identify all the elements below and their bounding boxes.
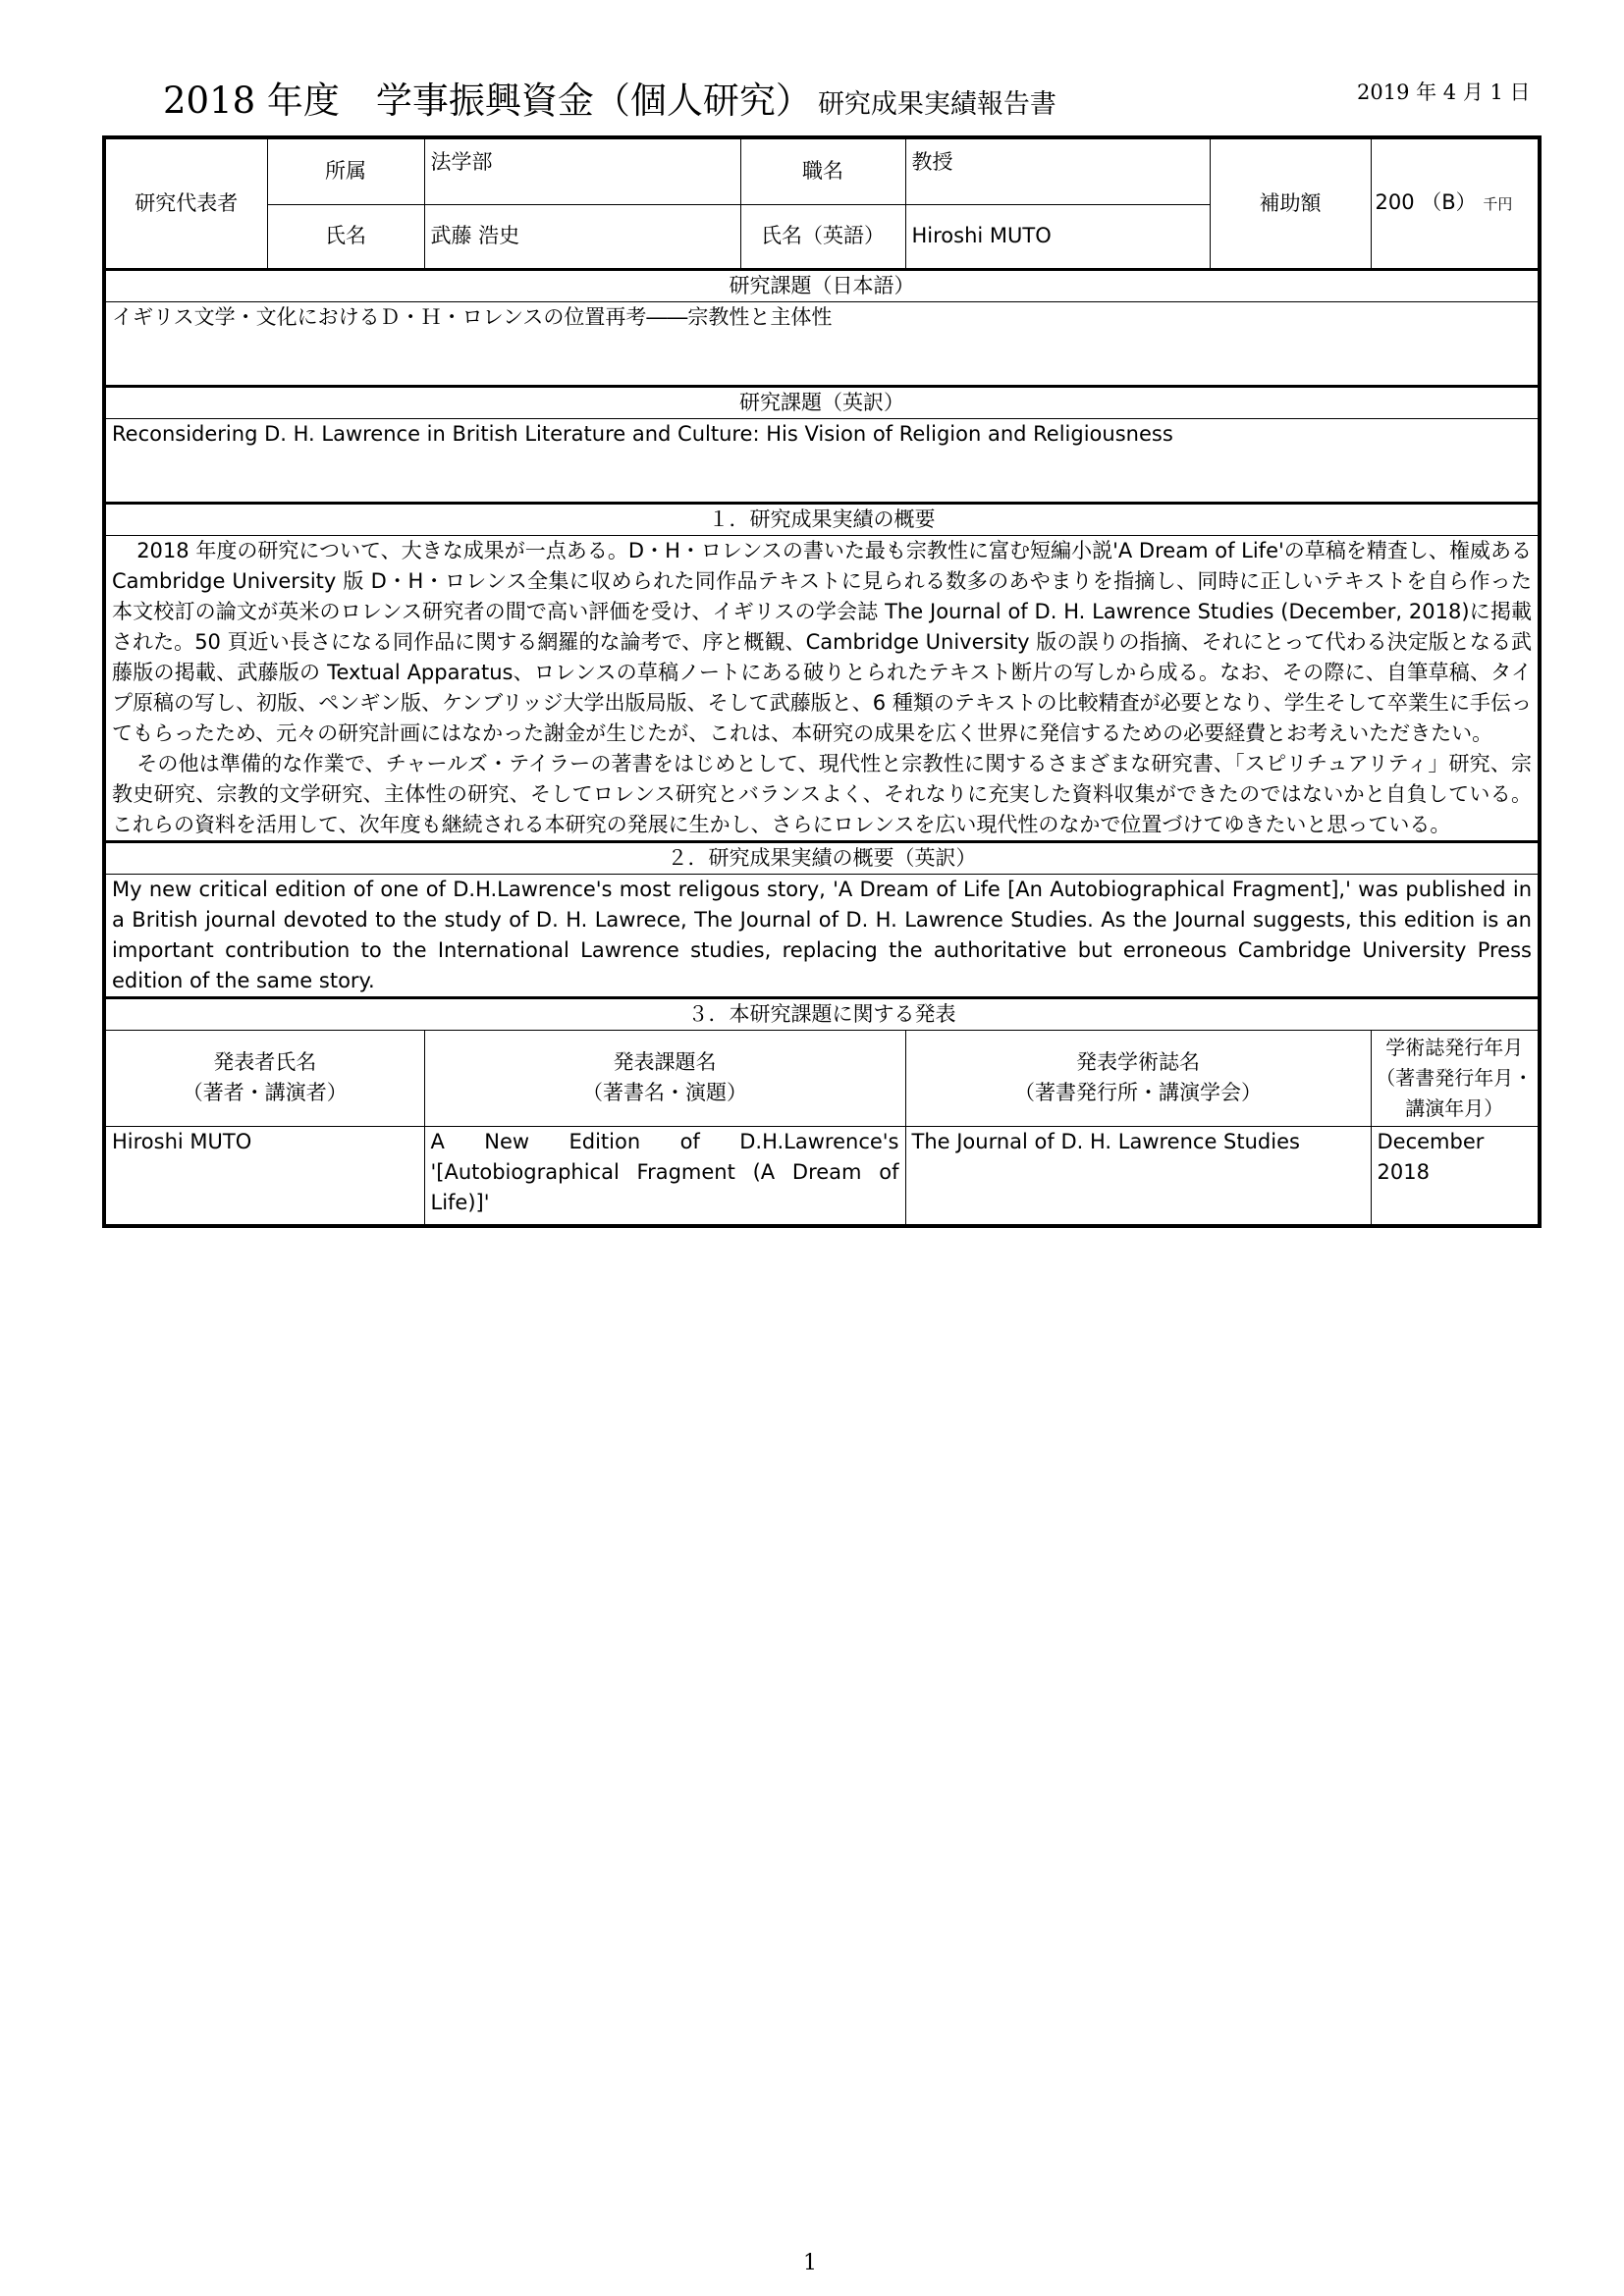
presentations-heading: ３．本研究課題に関する発表 — [104, 997, 1540, 1030]
presentation-title-cell: A New Edition of D.H.Lawrence's '[Autobiographical Fragment (A Dream of Life)]' — [424, 1126, 905, 1226]
column-header-title: 発表課題名 （著書名・演題） — [424, 1030, 905, 1126]
name-en-label: 氏名（英語） — [740, 204, 905, 269]
column-header-journal: 発表学術誌名 （著書発行所・講演学会） — [905, 1030, 1371, 1126]
publication-date-cell: December 2018 — [1371, 1126, 1540, 1226]
affiliation-value: 法学部 — [424, 137, 740, 204]
summary-ja-body — [104, 535, 1540, 841]
summary-ja-heading: １．研究成果実績の概要 — [104, 503, 1540, 535]
report-date: 2019 年 4 月 1 日 — [1357, 80, 1531, 104]
journal-cell: The Journal of D. H. Lawrence Studies — [905, 1126, 1371, 1226]
position-value: 教授 — [905, 137, 1210, 204]
page-number: 1 — [803, 2251, 817, 2275]
column-header-presenter: 発表者氏名 （著者・講演者） — [104, 1030, 424, 1126]
topic-en-heading: 研究課題（英訳） — [104, 386, 1540, 418]
document-title — [163, 80, 1056, 122]
topic-en-text: Reconsidering D. H. Lawrence in British Literature and Culture: His Vision of Religion and Religiousness — [104, 418, 1540, 503]
grant-unit: 千円 — [1483, 194, 1513, 213]
summary-ja-paragraph: 2018 年度の研究について、大きな成果が一点ある。D・H・ロレンスの書いた最も宗教性に富む短編小説'A Dream of Life'の草稿を精査し、権威ある Cambridge University 版 D・H・ロレンス全集に収められた同作品テキストに見られる数多のあやまりを指摘し、同時に正しいテキストを自ら作った本文校訂の論文が英米のロレンス研究者の間で高い評価を受け、イギリスの学会誌 The Journal of D. H. Lawrence Studies (December, 2018)に掲載された。50 頁近い長さになる同作品に関する網羅的な論考で、序と概観、Cambridge University 版の誤りの指摘、それにとって代わる決定版となる武藤版の掲載、武藤版の Textual Apparatus、ロレンスの草稿ノートにある破りとられたテキスト断片の写しから成る。なお、その際に、自筆草稿、タイプ原稿の写し、初版、ペンギン版、ケンブリッジ大学出版局版、そして武藤版と、6 種類のテキストの比較精査が必要となり、学生そして卒業生に手伝ってもらったため、元々の研究計画にはなかった謝金が生じたが、これは、本研究の成果を広く世界に発信するための必要経費とお考えいただきたい。 — [112, 538, 1532, 745]
name-label: 氏名 — [267, 204, 424, 269]
report-form — [102, 135, 1542, 1228]
topic-ja-heading: 研究課題（日本語） — [104, 269, 1540, 301]
title-main: 2018 年度 学事振興資金（個人研究） — [163, 80, 812, 122]
summary-en-heading: ２．研究成果実績の概要（英訳） — [104, 841, 1540, 874]
table-row — [104, 1126, 1540, 1226]
summary-en-text: My new critical edition of one of D.H.Lawrence's most religous story, 'A Dream of Life [An Autobiographical Fragment],' was published in a British journal devoted to the study of D. H. Lawrece, The Journal of D. H. Lawrence Studies. As the Journal suggests, this edition is an important contribution to the International Lawrence studies, replacing the authoritative but erroneous Cambridge University Press edition of the same story. — [104, 874, 1540, 997]
presenter-cell: Hiroshi MUTO — [104, 1126, 424, 1226]
affiliation-label: 所属 — [267, 137, 424, 204]
position-label: 職名 — [740, 137, 905, 204]
name-en-value: Hiroshi MUTO — [905, 204, 1210, 269]
grant-label: 補助額 — [1210, 137, 1371, 269]
representative-label: 研究代表者 — [104, 137, 267, 269]
grant-amount-cell — [1371, 137, 1540, 269]
title-sub: 研究成果実績報告書 — [817, 89, 1056, 120]
grant-amount: 200 （B） — [1375, 189, 1477, 214]
column-header-date: 学術誌発行年月 （著書発行年月・講演年月） — [1371, 1030, 1540, 1126]
name-value: 武藤 浩史 — [424, 204, 740, 269]
summary-ja-paragraph: その他は準備的な作業で、チャールズ・テイラーの著書をはじめとして、現代性と宗教性に関するさまざまな研究書、「スピリチュアリティ」研究、宗教史研究、宗教的文学研究、主体性の研究、そしてロレンス研究とバランスよく、それなりに充実した資料収集ができたのではないかと自負している。これらの資料を活用して、次年度も継続される本研究の発展に生かし、さらにロレンスを広い現代性のなかで位置づけてゆきたいと思っている。 — [112, 751, 1532, 836]
topic-ja-text: イギリス文学・文化におけるＤ・Ｈ・ロレンスの位置再考――宗教性と主体性 — [104, 301, 1540, 386]
